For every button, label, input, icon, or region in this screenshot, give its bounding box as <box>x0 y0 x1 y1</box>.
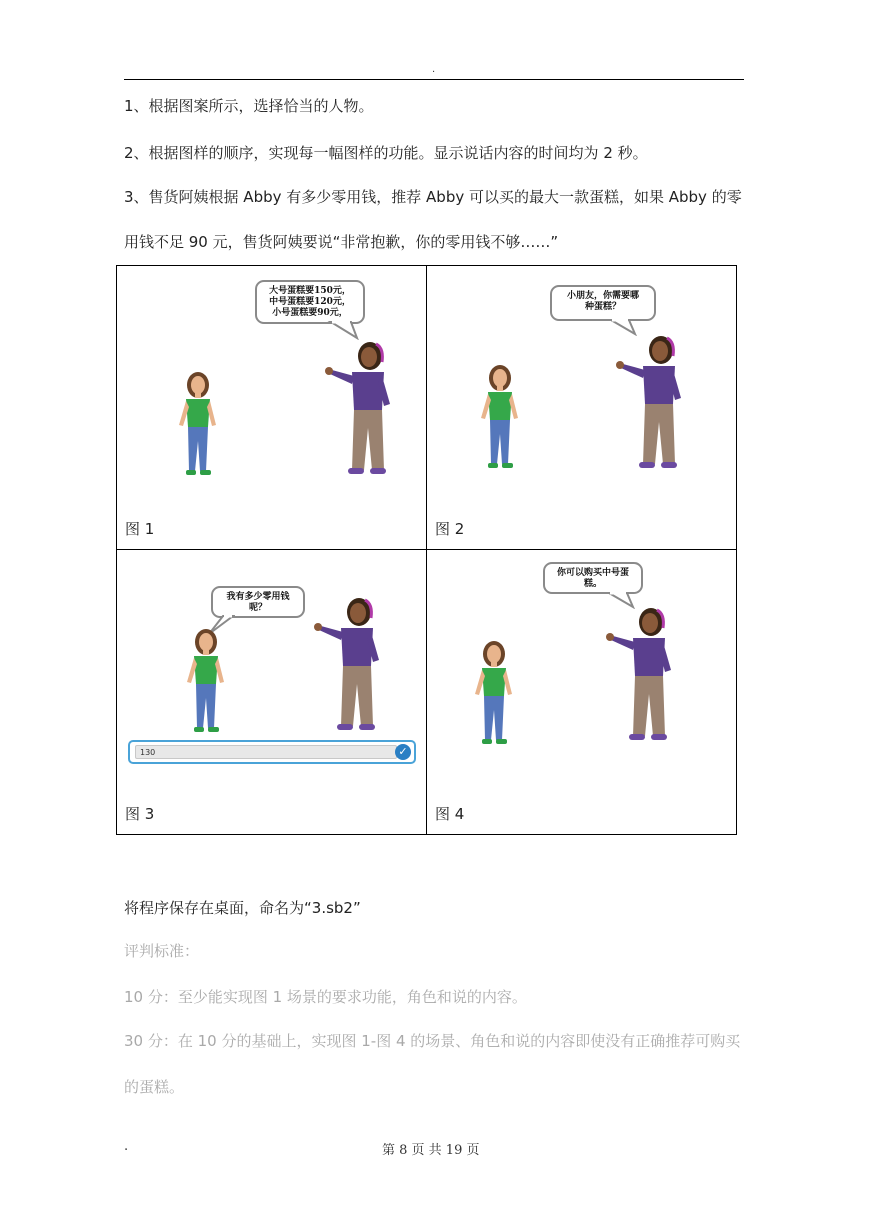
speech-bubble <box>255 280 365 324</box>
bubble-line: 种蛋糕？ <box>584 302 621 312</box>
figure-caption: 图 3 <box>125 805 155 823</box>
header-rule <box>124 79 744 80</box>
bubble-line: 小朋友，你需要哪 <box>566 291 639 301</box>
abby-character <box>475 362 525 474</box>
instruction-3: 3、售货阿姨根据 Abby 有多少零用钱，推荐 Abby 可以买的最大一款蛋糕，如果 Abby 的零 <box>124 188 742 206</box>
figure-grid <box>116 265 737 835</box>
clerk-character <box>603 604 683 746</box>
header-dot: . <box>432 64 436 75</box>
bubble-line: 小号蛋糕要90元， <box>272 308 348 318</box>
ask-answer-box[interactable] <box>128 740 416 764</box>
figure-caption: 图 2 <box>435 520 465 538</box>
bubble-tail <box>327 320 367 340</box>
figure-2 <box>427 266 736 550</box>
criteria-item-1: 10 分：至少能实现图 1 场景的要求功能，角色和说的内容。 <box>124 988 527 1006</box>
criteria-title: 评判标准： <box>124 942 200 960</box>
instruction-3-cont: 用钱不足 90 元，售货阿姨要说“非常抱歉，你的零用钱不够……” <box>124 233 559 251</box>
instruction-2: 2、根据图样的顺序，实现每一幅图样的功能。显示说话内容的时间均为 2 秒。 <box>124 144 648 162</box>
clerk-character <box>322 338 402 480</box>
clerk-character <box>311 594 391 736</box>
figure-caption: 图 4 <box>435 805 465 823</box>
instruction-1: 1、根据图案所示，选择恰当的人物。 <box>124 97 374 115</box>
clerk-character <box>613 332 693 474</box>
figure-3 <box>117 550 427 834</box>
speech-bubble <box>543 562 643 594</box>
abby-character <box>181 626 231 738</box>
page-number: 第 8 页 共 19 页 <box>382 1143 480 1158</box>
figure-caption: 图 1 <box>125 520 155 538</box>
save-note: 将程序保存在桌面，命名为“3.sb2” <box>124 899 361 917</box>
abby-character <box>469 638 519 750</box>
bubble-line: 我有多少零用钱 <box>226 592 290 602</box>
speech-bubble <box>550 285 656 321</box>
figure-4 <box>427 550 736 834</box>
abby-character <box>173 369 223 481</box>
answer-input[interactable]: 130 <box>135 745 397 759</box>
bubble-line: 呢？ <box>248 603 267 613</box>
bubble-line: 中号蛋糕要120元， <box>269 297 351 307</box>
criteria-item-2-cont: 的蛋糕。 <box>124 1078 185 1096</box>
bubble-line: 你可以购买中号蛋 <box>556 568 629 578</box>
figure-1 <box>117 266 427 550</box>
bubble-line: 糕。 <box>583 579 602 589</box>
bubble-line: 大号蛋糕要150元， <box>269 286 351 296</box>
checkmark-icon[interactable]: ✓ <box>395 744 411 760</box>
footer-dot: . <box>124 1139 129 1154</box>
criteria-item-2: 30 分：在 10 分的基础上，实现图 1-图 4 的场景、角色和说的内容即使没有正确推荐可购买 <box>124 1032 741 1050</box>
